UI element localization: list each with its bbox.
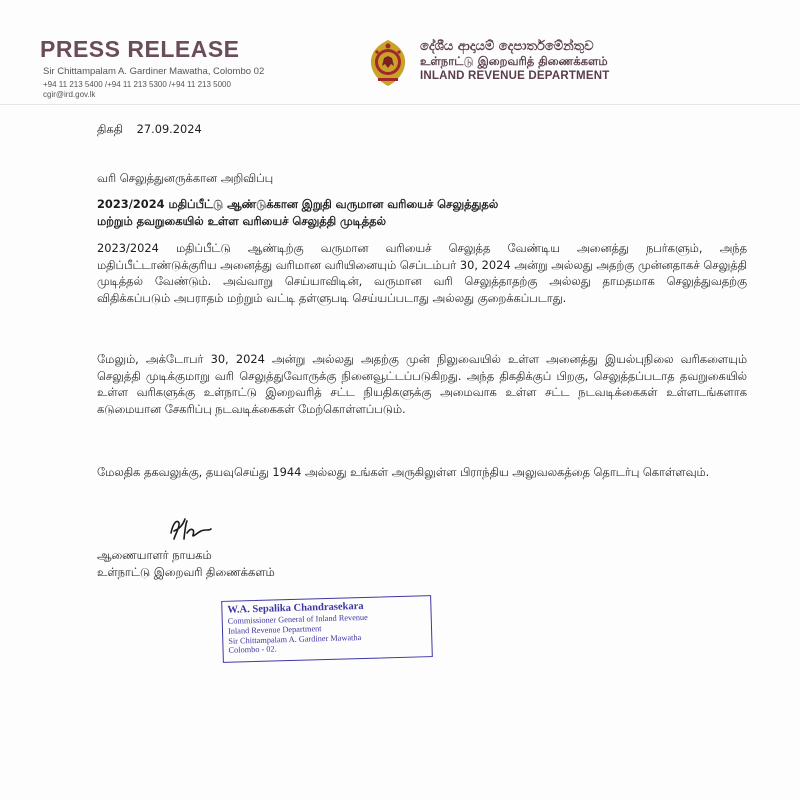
- paragraph-1: 2023/2024 மதிப்பீட்டு ஆண்டிற்கு வருமான வரியைச் செலுத்த வேண்டிய அனைத்து நபர்களும், அந்த மதிப்பீட்டாண்டுக்குரிய அனைத்து வரிமான வரியினையும் செப்டம்பர் 30, 2024 அன்று அல்லது அதற்கு முன்னதாகச் செலுத்தி முடித்தல் வேண்டும். அவ்வாறு செய்யாவிடின், வருமான வரி செலுத்தாதற்கு அல்லது தாமதமாக செலுத்துவதற்கு விதிக்கப்படும் அபராதம் மற்றும் வட்டி தள்ளுபடி செய்யப்படாது அல்லது குறைக்கப்படாது.: [97, 241, 747, 305]
- subject-line: மற்றும் தவறுகையில் உள்ள வரியைச் செலுத்தி முடித்தல்: [97, 213, 386, 228]
- stamp-line: Colombo - 02.: [228, 644, 277, 656]
- department-name-sinhala: දේශීය ආදායම් දෙපාර්තමේන්තුව: [420, 39, 594, 54]
- department-name-tamil: உள்நாட்டு இறைவரித் திணைக்களம்: [420, 54, 608, 69]
- department-phones: +94 11 213 5400 /+94 11 213 5300 /+94 11 213 5000: [43, 80, 231, 89]
- stamp-name: W.A. Sepalika Chandrasekara: [227, 600, 364, 616]
- paragraph-2: மேலும், அக்டோபர் 30, 2024 அன்று அல்லது அதற்கு முன் நிலுவையில் உள்ள அனைத்து இயல்புநிலை வரிகளையும் செலுத்தி முடிக்குமாறு வரி செலுத்துவோருக்கு நினைவூட்டப்படுகிறது. அந்த திகதிக்குப் பிறகு, செலுத்தப்படாத தவறுகையில் உள்ள வரிகளுக்கு உள்நாட்டு இறைவரித் சட்ட நியதிகளுக்கு அமைவாக உள்ள சட்ட நடவடிக்கைகள் உள்ளடங்களாக கடுமையான சேகரிப்பு நடவடிக்கைகள் மேற்கொள்ளப்படும்.: [97, 352, 747, 416]
- department-name-english: INLAND REVENUE DEPARTMENT: [420, 70, 610, 83]
- handwritten-signature: [165, 513, 215, 543]
- subject-line: 2023/2024 மதிப்பீட்டு ஆண்டுக்கான இறுதி வருமான வரியைச் செலுத்துதல்: [97, 197, 499, 211]
- signatory-department: உள்நாட்டு இறைவரி திணைக்களம்: [97, 564, 275, 579]
- press-release-title: PRESS RELEASE: [40, 36, 240, 62]
- letterhead-divider: [0, 104, 800, 105]
- official-stamp: [221, 595, 433, 663]
- notice-heading: வரி செலுத்துனருக்கான அறிவிப்பு: [97, 171, 274, 185]
- stamp-line: Sir Chittampalam A. Gardiner Mawatha: [228, 632, 362, 646]
- subject-heading: [97, 196, 747, 229]
- department-address: Sir Chittampalam A. Gardiner Mawatha, Colombo 02: [43, 66, 265, 77]
- date-label: திகதி: [97, 122, 123, 136]
- letterhead-right: [420, 40, 780, 82]
- stamp-line: Commissioner General of Inland Revenue: [227, 612, 368, 626]
- date-value: 27.09.2024: [136, 122, 202, 136]
- department-email: cgir@ird.gov.lk: [43, 90, 96, 99]
- signatory-block: [97, 547, 275, 580]
- date-line: [97, 121, 747, 138]
- paragraph-3: மேலதிக தகவலுக்கு, தயவுசெய்து 1944 அல்லது உங்கள் அருகிலுள்ள பிராந்திய அலுவலகத்தை தொடர்பு கொள்ளவும்.: [97, 465, 710, 479]
- letterhead-left: [40, 38, 360, 99]
- signatory-title: ஆணையாளர் நாயகம்: [97, 548, 212, 562]
- stamp-line: Inland Revenue Department: [227, 623, 322, 636]
- sri-lanka-emblem-icon: [366, 38, 410, 88]
